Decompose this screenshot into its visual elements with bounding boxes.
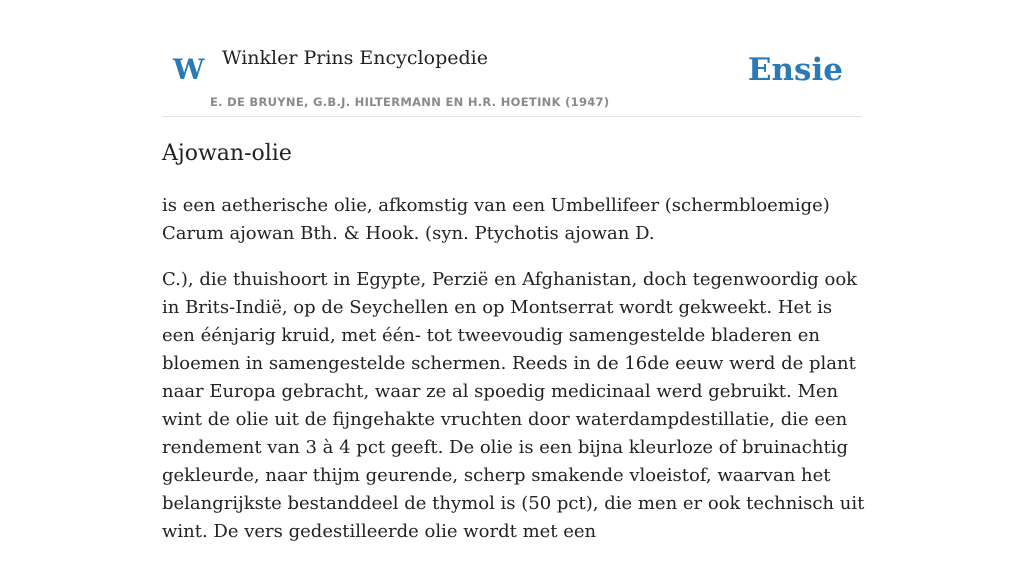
source-authors: E. DE BRUYNE, G.B.J. HILTERMANN EN H.R. HOETINK (1947) — [210, 95, 610, 109]
article-paragraph: C.), die thuishoort in Egypte, Perzië en Afghanistan, doch tegenwoordig ook in Brits-Indië, op de Seychellen en op Montserrat wordt gekweekt. Het is een éénjarig kruid, met één- tot tweevoudig samengestelde bladeren en bloemen in samengestelde schermen. Reeds in de 16de eeuw werd de plant naar Europa gebracht, waar ze al spoedig medicinaal werd gebruikt. Men wint de olie uit de fijngehakte vruchten door waterdampdestillatie, die een rendement van 3 à 4 pct geeft. De olie is een bijna kleurloze of bruinachtig gekleurde, naar thijm geurende, scherp smakende vloeistof, waarvan het belangrijkste bestanddeel de thymol is (50 pct), die men er ook technisch uit wint. De vers gedestilleerde olie wordt met een — [162, 269, 865, 542]
source-header — [162, 40, 862, 117]
source-logo[interactable]: W — [173, 53, 205, 86]
article-title: Ajowan-olie — [162, 141, 292, 166]
article-body — [162, 192, 868, 564]
brand-logo[interactable]: Ensie — [747, 52, 843, 88]
source-title[interactable]: Winkler Prins Encyclopedie — [222, 47, 488, 69]
article-paragraph: is een aetherische olie, afkomstig van een Umbellifeer (schermbloemige) Carum ajowan Bth. & Hook. (syn. Ptychotis ajowan D. — [162, 195, 830, 244]
